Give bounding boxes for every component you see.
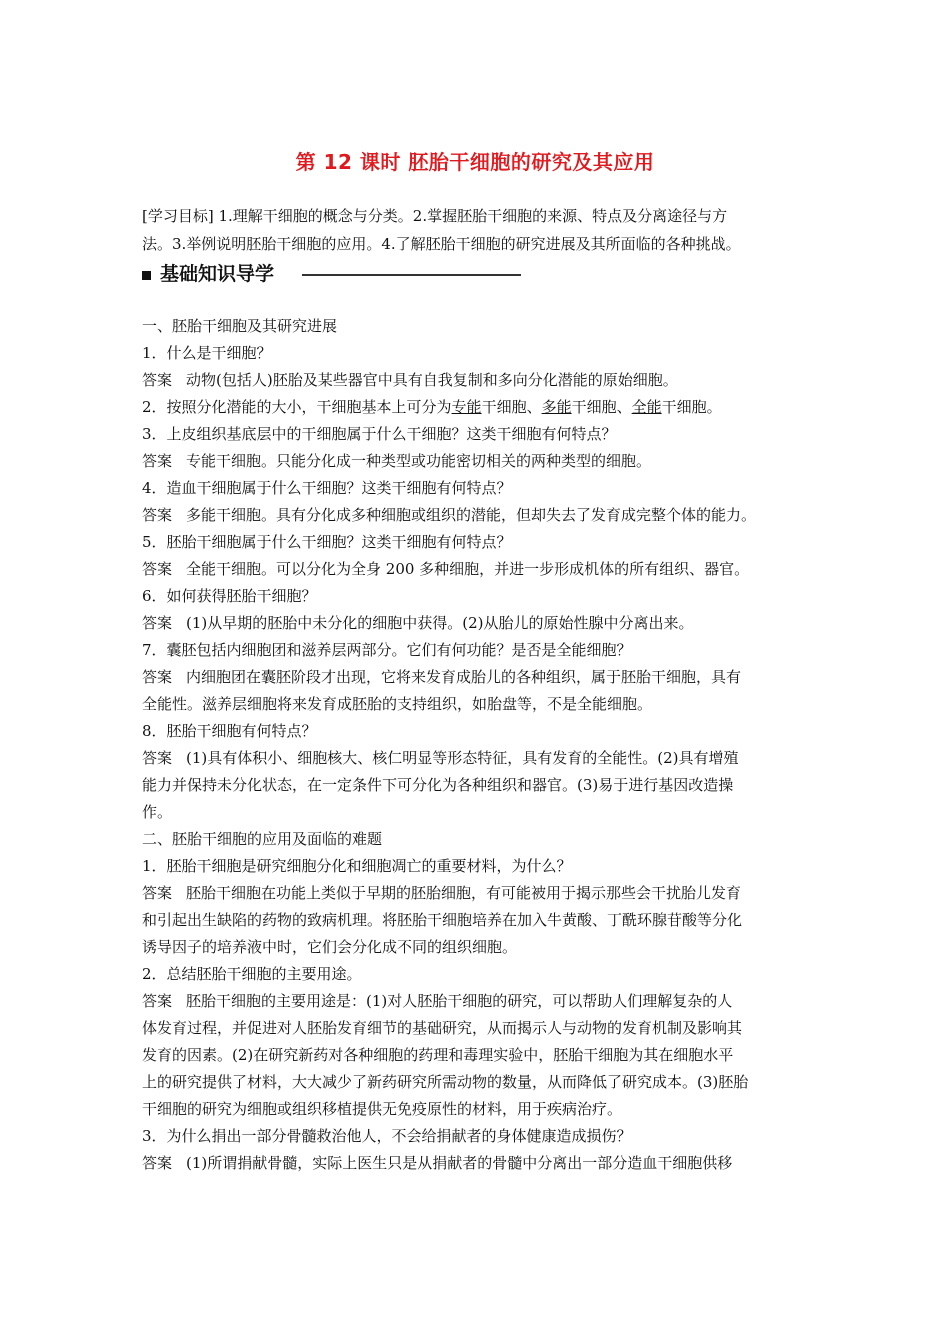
answer-label: 答案 [142,560,173,578]
section-header [142,262,522,288]
answer-7-cont: 全能性。滋养层细胞将来发育成胚胎的支持组织，如胎盘等，不是全能细胞。 [142,695,653,713]
answer-8-cont: 作。 [142,803,173,821]
answer-2-2-cont: 干细胞的研究为细胞或组织移植提供无免疫原性的材料，用于疾病治疗。 [142,1100,623,1118]
question-2-2: 2．总结胚胎干细胞的主要用途。 [142,965,362,983]
answer-5 [142,559,749,579]
question-text: 干细胞。 [661,398,722,416]
answer-label: 答案 [142,992,173,1010]
answer-text: 专能干细胞。只能分化成一种类型或功能密切相关的两种类型的细胞。 [186,452,652,470]
answer-text: (1)具有体积小、细胞核大、核仁明显等形态特征，具有发育的全能性。(2)具有增殖 [186,749,739,767]
question-6: 6．如何获得胚胎干细胞？ [142,587,317,605]
question-4: 4．造血干细胞属于什么干细胞？这类干细胞有何特点？ [142,479,512,497]
blank-answer: 多能 [541,398,572,416]
heading-part-2: 二、胚胎干细胞的应用及面临的难题 [142,830,383,848]
answer-2-2-cont: 体发育过程，并促进对人胚胎发育细节的基础研究，从而揭示人与动物的发育机制及影响其 [142,1019,743,1037]
question-text: 干细胞、 [571,398,632,416]
question-2 [142,397,722,417]
answer-2-2 [142,991,732,1011]
answer-3 [142,451,651,471]
answer-text: 胚胎干细胞在功能上类似于早期的胚胎细胞，有可能被用于揭示那些会干扰胎儿发育 [186,884,742,902]
question-5: 5．胚胎干细胞属于什么干细胞？这类干细胞有何特点？ [142,533,512,551]
answer-6 [142,613,694,633]
answer-text: (1)从早期的胚胎中未分化的细胞中获得。(2)从胎儿的原始性腺中分离出来。 [186,614,694,632]
question-3: 3．上皮组织基底层中的干细胞属于什么干细胞？这类干细胞有何特点？ [142,425,617,443]
question-7: 7．囊胚包括内细胞团和滋养层两部分。它们有何功能？是否是全能细胞？ [142,641,632,659]
answer-text: 全能干细胞。可以分化为全身 200 多种细胞，并进一步形成机体的所有组织、器官。 [186,560,750,578]
answer-label: 答案 [142,884,173,902]
answer-text: 内细胞团在囊胚阶段才出现，它将来发育成胎儿的各种组织，属于胚胎干细胞，具有 [186,668,742,686]
blank-answer: 全能 [631,398,662,416]
answer-text: 胚胎干细胞的主要用途是：(1)对人胚胎干细胞的研究，可以帮助人们理解复杂的人 [186,992,733,1010]
section-header-text: 基础知识导学 [160,263,275,285]
objectives-line-2: 法。3.举例说明胚胎干细胞的应用。4.了解胚胎干细胞的研究进展及其所面临的各种挑战。 [142,235,741,253]
answer-text: 动物(包括人)胚胎及某些器官中具有自我复制和多向分化潜能的原始细胞。 [186,371,678,389]
answer-2-1-cont: 和引起出生缺陷的药物的致病机理。将胚胎干细胞培养在加入牛黄酸、丁酰环腺苷酸等分化 [142,911,743,929]
answer-1 [142,370,678,390]
question-8: 8．胚胎干细胞有何特点？ [142,722,317,740]
section-divider [302,274,521,276]
answer-text: 多能干细胞。具有分化成多种细胞或组织的潜能，但却失去了发育成完整个体的能力。 [186,506,757,524]
answer-2-1-cont: 诱导因子的培养液中时，它们会分化成不同的组织细胞。 [142,938,518,956]
answer-8 [142,748,739,768]
answer-8-cont: 能力并保持未分化状态，在一定条件下可分化为各种组织和器官。(3)易于进行基因改造操 [142,776,734,794]
answer-label: 答案 [142,506,173,524]
answer-7 [142,667,741,687]
answer-4 [142,505,756,525]
answer-2-2-cont: 发育的因素。(2)在研究新药对各种细胞的药理和毒理实验中，胚胎干细胞为其在细胞水平 [142,1046,734,1064]
heading-part-1: 一、胚胎干细胞及其研究进展 [142,317,338,335]
blank-answer: 专能 [451,398,482,416]
answer-2-1 [142,883,741,903]
answer-label: 答案 [142,452,173,470]
question-2-3: 3．为什么捐出一部分骨髓救治他人，不会给捐献者的身体健康造成损伤？ [142,1127,632,1145]
answer-label: 答案 [142,668,173,686]
answer-2-2-cont: 上的研究提供了材料，大大减少了新药研究所需动物的数量，从而降低了研究成本。(3)胚胎 [142,1073,749,1091]
question-1: 1．什么是干细胞？ [142,344,272,362]
page-title: 第 12 课时 胚胎干细胞的研究及其应用 [295,150,655,174]
answer-label: 答案 [142,749,173,767]
answer-2-3 [142,1153,732,1173]
question-text: 2．按照分化潜能的大小，干细胞基本上可分为 [142,398,452,416]
question-2-1: 1．胚胎干细胞是研究细胞分化和细胞凋亡的重要材料，为什么？ [142,857,572,875]
answer-label: 答案 [142,614,173,632]
answer-label: 答案 [142,1154,173,1172]
objectives-line-1: [学习目标] 1.理解干细胞的概念与分类。2.掌握胚胎干细胞的来源、特点及分离途径与方 [142,207,728,225]
question-text: 干细胞、 [481,398,542,416]
answer-text: (1)所谓捐献骨髓，实际上医生只是从捐献者的骨髓中分离出一部分造血干细胞供移 [186,1154,733,1172]
square-bullet-icon [142,271,151,280]
answer-label: 答案 [142,371,173,389]
